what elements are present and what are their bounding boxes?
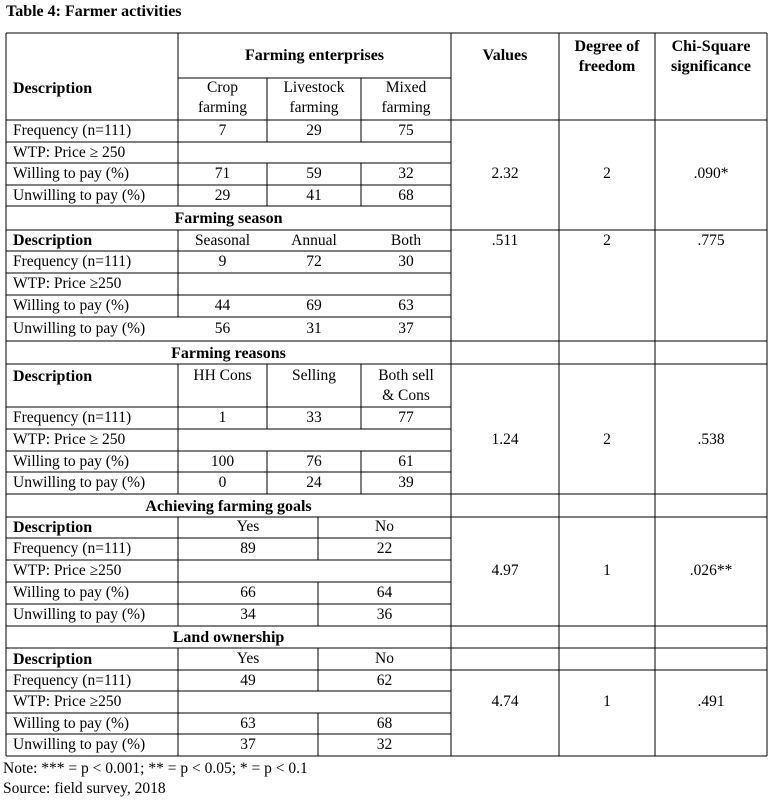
table-cell: 89: [240, 540, 256, 557]
row-label-frequency: Frequency (n=111): [13, 122, 132, 139]
header-values: Values: [482, 47, 528, 64]
stat-dof: 1: [603, 693, 611, 710]
table-cell: 64: [376, 584, 393, 601]
row-label-willing: Willing to pay (%): [13, 715, 130, 732]
table-cell: 1: [218, 409, 227, 426]
category-label: Seasonal: [194, 232, 251, 249]
category-label: farming: [289, 99, 339, 116]
header-chi-square-line2: significance: [671, 58, 751, 75]
section-title-achieving-farming-goals: Achieving farming goals: [145, 498, 312, 515]
table-cell: 31: [306, 320, 322, 337]
header-degree-of-freedom-line1: Degree of: [574, 38, 640, 55]
table-cell: 22: [376, 540, 393, 557]
stat-value: 4.97: [491, 562, 519, 579]
table-cell: 56: [214, 320, 231, 337]
category-label: farming: [381, 99, 431, 116]
table-cell: 44: [214, 297, 231, 314]
table-cell: 100: [210, 453, 235, 470]
table-cell: 36: [376, 606, 393, 623]
table-cell: 30: [398, 253, 414, 270]
header-chi-square-line1: Chi-Square: [671, 38, 751, 55]
category-label: No: [375, 518, 394, 535]
stat-chi-square: .026**: [689, 562, 733, 579]
category-label: Annual: [291, 232, 337, 249]
table-note: Note: *** = p < 0.001; ** = p < 0.05; * = p < 0.1: [3, 760, 308, 777]
stat-value: 4.74: [491, 693, 519, 710]
row-label-wtp: WTP: Price ≥250: [13, 693, 122, 710]
table-cell: 34: [240, 606, 256, 623]
table-cell: 9: [218, 253, 227, 270]
table-cell: 71: [214, 165, 231, 182]
table-cell: 33: [306, 409, 322, 426]
stat-dof: 1: [603, 562, 611, 579]
stat-dof: 2: [603, 165, 611, 182]
section-title-farming-season: Farming season: [174, 210, 283, 227]
table-cell: 61: [398, 453, 414, 470]
category-label: & Cons: [382, 387, 430, 404]
table-source: Source: field survey, 2018: [3, 780, 166, 797]
table-cell: 37: [240, 736, 256, 753]
table-cell: 32: [398, 165, 414, 182]
row-label-frequency: Frequency (n=111): [13, 672, 132, 689]
table-caption: Table 4: Farmer activities: [6, 3, 182, 20]
description-label: Description: [13, 651, 93, 668]
table-cell: 76: [306, 453, 322, 470]
stat-chi-square: .491: [697, 693, 725, 710]
row-label-unwilling: Unwilling to pay (%): [13, 606, 146, 623]
category-label: Both sell: [378, 367, 434, 384]
section-title-farming-enterprises: Farming enterprises: [244, 47, 385, 64]
category-label: Both: [390, 232, 422, 249]
stat-value: .511: [491, 232, 519, 249]
table-cell: 66: [240, 584, 256, 601]
row-label-willing: Willing to pay (%): [13, 297, 130, 314]
header-degree-of-freedom-line2: freedom: [578, 58, 636, 75]
row-label-wtp: WTP: Price ≥ 250: [13, 431, 126, 448]
table-cell: 7: [218, 122, 227, 139]
row-label-willing: Willing to pay (%): [13, 453, 130, 470]
table-cell: 68: [398, 187, 414, 204]
table-cell: 41: [306, 187, 322, 204]
stat-value: 2.32: [491, 165, 519, 182]
category-label: Mixed: [385, 79, 427, 96]
table-cell: 29: [306, 122, 322, 139]
row-label-unwilling: Unwilling to pay (%): [13, 736, 146, 753]
table-cell: 75: [398, 122, 414, 139]
category-label: Yes: [236, 650, 260, 667]
table-cell: 0: [218, 474, 227, 491]
table-cell: 59: [306, 165, 322, 182]
row-label-frequency: Frequency (n=111): [13, 253, 132, 270]
table-cell: 68: [376, 715, 393, 732]
row-label-willing: Willing to pay (%): [13, 584, 130, 601]
table-cell: 24: [306, 474, 322, 491]
table-cell: 39: [398, 474, 414, 491]
section-title-farming-reasons: Farming reasons: [171, 345, 286, 362]
category-label: Selling: [292, 367, 336, 384]
table-cell: 63: [240, 715, 256, 732]
row-label-unwilling: Unwilling to pay (%): [13, 187, 146, 204]
table-cell: 49: [240, 672, 256, 689]
table-cell: 69: [306, 297, 322, 314]
description-label: Description: [13, 80, 93, 97]
category-label: HH Cons: [193, 367, 252, 384]
table-cell: 29: [214, 187, 231, 204]
row-label-frequency: Frequency (n=111): [13, 540, 132, 557]
table-cell: 32: [376, 736, 393, 753]
row-label-unwilling: Unwilling to pay (%): [13, 474, 146, 491]
category-label: farming: [197, 99, 248, 116]
category-label: No: [375, 650, 394, 667]
description-label: Description: [13, 368, 93, 385]
table-cell: 63: [398, 297, 414, 314]
table-cell: 72: [306, 253, 322, 270]
description-label: Description: [13, 232, 93, 249]
stat-dof: 2: [603, 431, 611, 448]
category-label: Livestock: [283, 79, 345, 96]
stat-chi-square: .538: [697, 431, 725, 448]
section-title-land-ownership: Land ownership: [172, 629, 285, 646]
table-cell: 62: [376, 672, 393, 689]
row-label-wtp: WTP: Price ≥250: [13, 275, 122, 292]
category-label: Crop: [207, 79, 238, 96]
row-label-frequency: Frequency (n=111): [13, 409, 132, 426]
stat-chi-square: .775: [697, 232, 725, 249]
description-label: Description: [13, 519, 93, 536]
row-label-wtp: WTP: Price ≥ 250: [13, 144, 126, 161]
row-label-unwilling: Unwilling to pay (%): [13, 320, 146, 337]
stat-value: 1.24: [491, 431, 519, 448]
row-label-wtp: WTP: Price ≥250: [13, 562, 122, 579]
table-cell: 77: [398, 409, 414, 426]
row-label-willing: Willing to pay (%): [13, 165, 130, 182]
stat-dof: 2: [603, 232, 611, 249]
table-cell: 37: [398, 320, 414, 337]
stat-chi-square: .090*: [693, 165, 729, 182]
category-label: Yes: [236, 518, 260, 535]
